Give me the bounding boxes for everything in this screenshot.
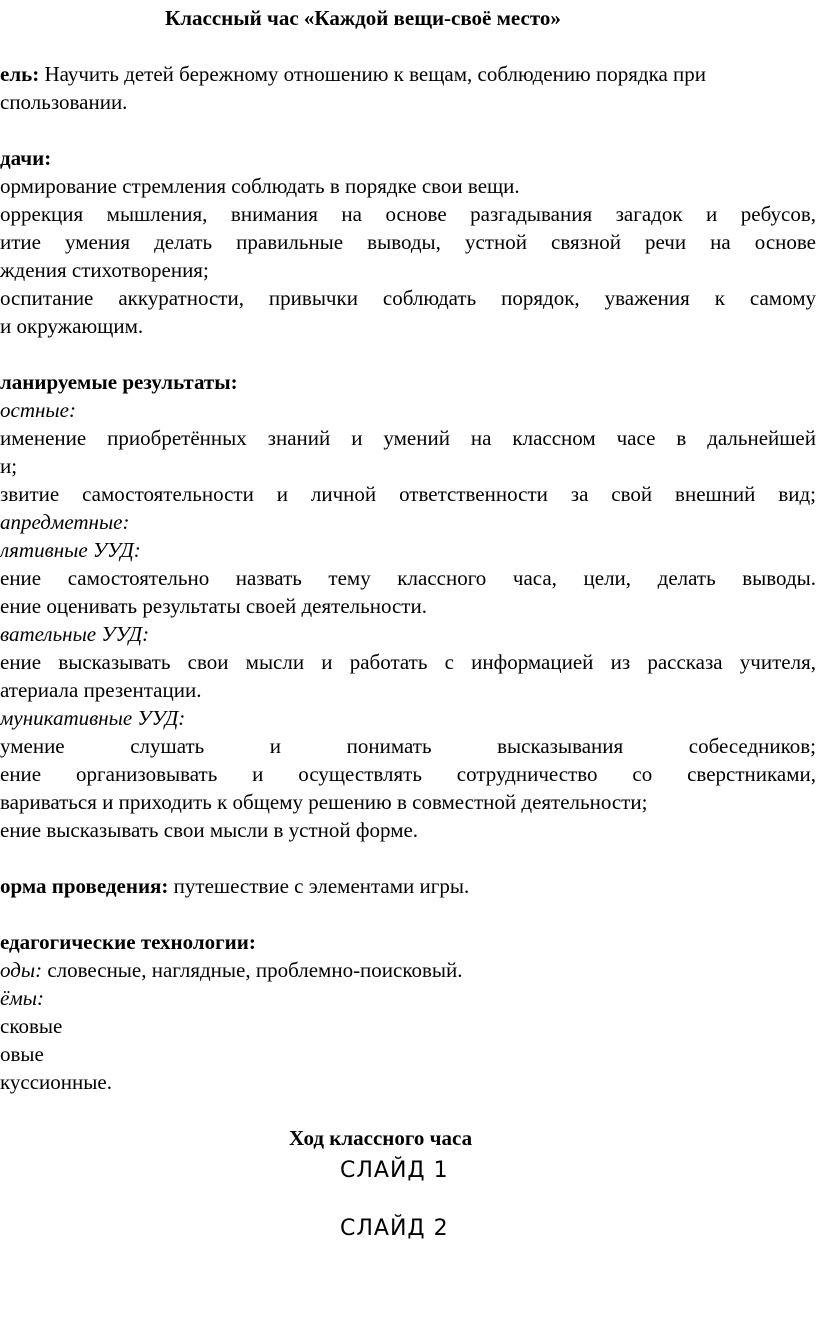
goal-label: ель: (0, 62, 40, 86)
methods-label: оды: (0, 958, 43, 982)
communicative-line: умение слушать и понимать высказывания собеседников; (0, 734, 816, 758)
cognitive-label: вательные УУД: (0, 622, 150, 646)
methods-text: словесные, наглядные, проблемно-поисковый. (42, 958, 463, 982)
form-line (0, 872, 469, 900)
personal-label: остные: (0, 398, 76, 422)
lesson-heading: Ход классного часа (289, 1126, 473, 1150)
cognitive-line: ение высказывать свои мысли и работать с информацией из рассказа учителя, (0, 650, 816, 674)
results-heading: ланируемые результаты: (0, 370, 238, 394)
technique-item: овые (0, 1042, 44, 1066)
form-label: орма проведения: (0, 874, 169, 898)
communicative-line: ение организовывать и осуществлять сотрудничество со сверстниками, (0, 762, 816, 786)
communicative-line: ение высказывать свои мысли в устной форме. (0, 818, 419, 842)
regulative-line: ение самостоятельно назвать тему классного часа, цели, делать выводы. (0, 566, 816, 590)
regulative-line: ение оценивать результаты своей деятельности. (0, 594, 427, 618)
goal-text-1: Научить детей бережному отношению к вещам, соблюдению порядка при (39, 62, 707, 86)
technologies-heading: едагогические технологии: (0, 930, 256, 954)
techniques-label: ёмы: (0, 986, 44, 1010)
personal-line: и; (0, 454, 18, 478)
task-line: и окружающим. (0, 314, 144, 338)
task-line: оспитание аккуратности, привычки соблюдать порядок, уважения к самому (0, 286, 816, 310)
meta-label: апредметные: (0, 510, 130, 534)
communicative-label: муникативные УУД: (0, 706, 186, 730)
personal-line: именение приобретённых знаний и умений на классном часе в дальнейшей (0, 426, 816, 450)
goal-line-1 (0, 60, 706, 88)
technique-item: сковые (0, 1014, 63, 1038)
form-text: путешествие с элементами игры. (168, 874, 470, 898)
task-line: ормирование стремления соблюдать в порядке свои вещи. (0, 174, 520, 198)
tasks-heading: дачи: (0, 146, 52, 170)
methods-line (0, 956, 463, 984)
task-line: итие умения делать правильные выводы, устной связной речи на основе (0, 230, 816, 254)
document-title: Классный час «Каждой вещи-своё место» (165, 6, 561, 30)
cognitive-line: атериала презентации. (0, 678, 202, 702)
technique-item: куссионные. (0, 1070, 112, 1094)
slide-label: СЛАЙД 2 (340, 1216, 449, 1241)
personal-line: звитие самостоятельности и личной ответственности за свой внешний вид; (0, 482, 816, 506)
slide-label: СЛАЙД 1 (340, 1158, 449, 1183)
communicative-line: вариваться и приходить к общему решению в совместной деятельности; (0, 790, 648, 814)
regulative-label: лятивные УУД: (0, 538, 141, 562)
goal-line-2: спользовании. (0, 90, 128, 114)
task-line: ждения стихотворения; (0, 258, 209, 282)
task-line: оррекция мышления, внимания на основе разгадывания загадок и ребусов, (0, 202, 816, 226)
